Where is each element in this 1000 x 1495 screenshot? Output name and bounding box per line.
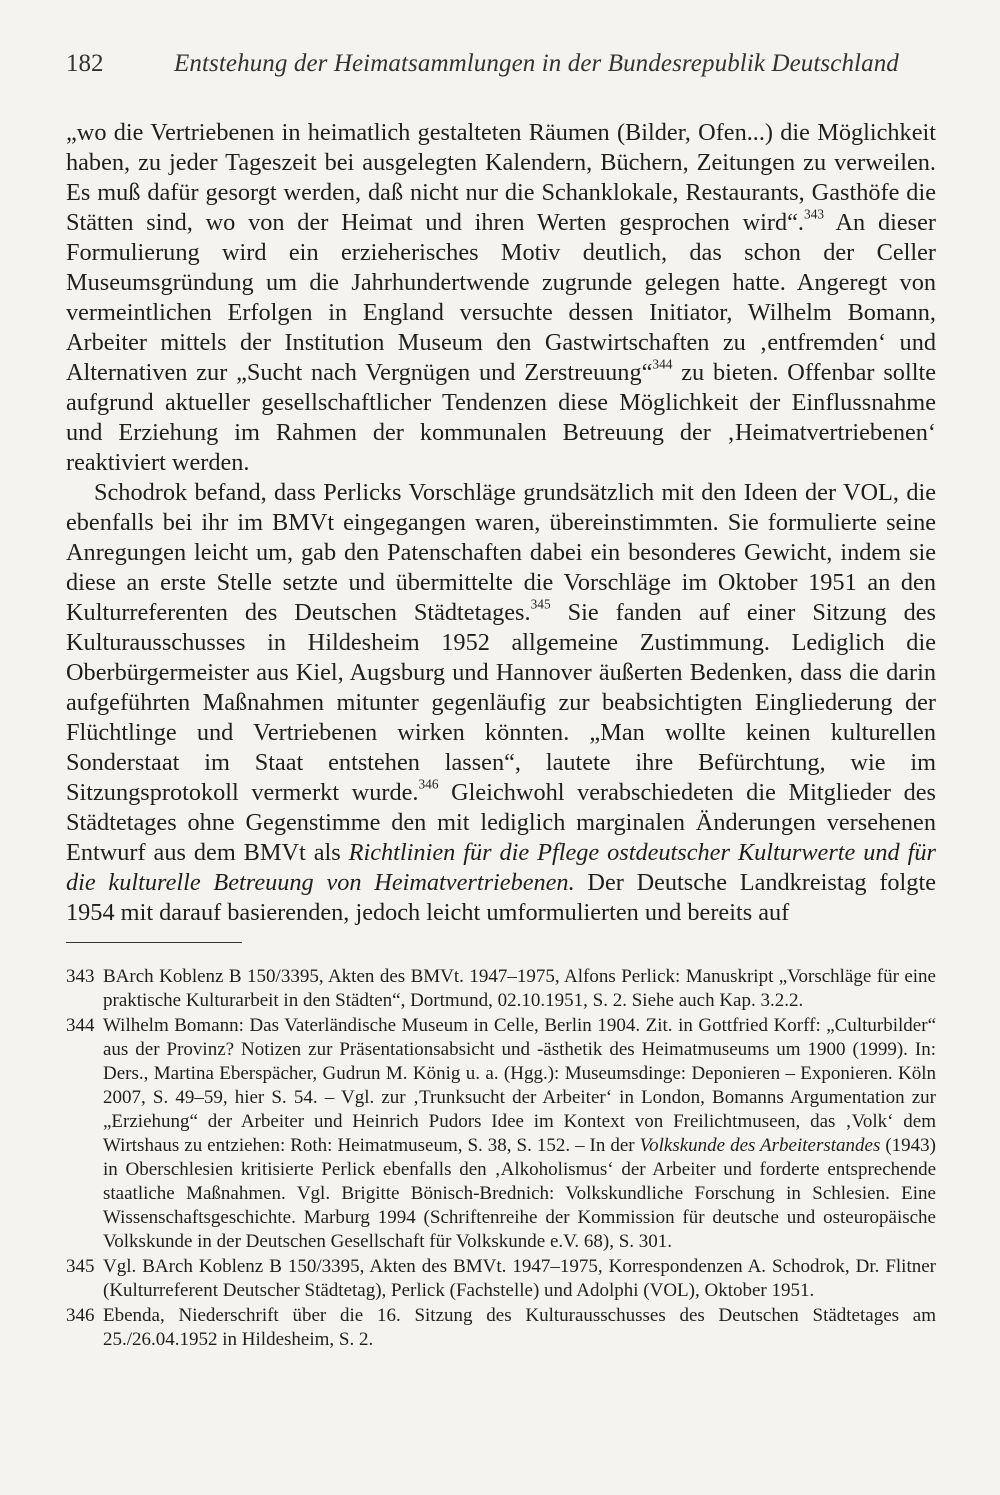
footnote-346 <box>66 1304 936 1352</box>
paragraph-1-text-c: zu bieten. Offenbar sollte aufgrund aktueller gesellschaftlicher Tendenzen diese Möglichkeit der Einflussnahme und Erziehung im Rahmen der kommunalen Betreuung der ‚Heimatvertriebenen‘ reaktiviert werden. <box>66 359 936 476</box>
paragraph-2-text-c: Gleichwohl verabschiedeten die Mitglieder des Städtetages ohne Gegenstimme den mit lediglich marginalen Änderungen versehenen Entwurf aus dem BMVt als <box>66 779 937 866</box>
main-text <box>66 118 936 928</box>
page-number: 182 <box>66 50 104 77</box>
footnote-343 <box>66 965 936 1013</box>
footnote-345 <box>66 1255 936 1303</box>
footnote-text: Vgl. BArch Koblenz B 150/3395, Akten des BMVt. 1947–1975, Korrespondenzen A. Schodrok, Dr. Flitner (Kulturreferent Deutscher Städtetag), Perlick (Fachstelle) und Adolphi (VOL), Oktober 1951. <box>103 1256 936 1301</box>
running-title: Entstehung der Heimatsammlungen in der Bundesrepublik Deutschland <box>174 50 899 77</box>
footnote-number: 344 <box>66 1015 95 1036</box>
footnote-ref-343[interactable]: 343 <box>804 206 825 222</box>
running-header <box>66 46 916 82</box>
paragraph-2-text-a: Schodrok befand, dass Perlicks Vorschläge grundsätzlich mit den Ideen der VOL, die ebenfalls bei ihr im BMVt eingegangen waren, übereinstimmten. Sie formulierte seine Anregungen leicht um, gab den Patenschaften dabei ein besonderes Gewicht, indem sie diese an erste Stelle setzte und übermittelte die Vorschläge im Oktober 1951 an den Kulturreferenten des Deutschen Städtetages. <box>66 479 936 626</box>
paragraph-2-text-b: Sie fanden auf einer Sitzung des Kulturausschusses in Hildesheim 1952 allgemeine Zustimmung. Lediglich die Oberbürgermeister aus Kiel, Augsburg und Hannover äußerten Bedenken, dass die darin aufgeführten Maßnahmen mitunter gegenläufig zur beabsichtigten Eingliederung der Flüchtlinge und Vertriebenen wirken könnten. „Man wollte keinen kulturellen Sonderstaat im Staat entstehen lassen“, lautete ihre Befürchtung, wie im Sitzungsprotokoll vermerkt wurde. <box>66 599 937 806</box>
footnote-divider <box>66 942 242 943</box>
footnote-text: BArch Koblenz B 150/3395, Akten des BMVt. 1947–1975, Alfons Perlick: Manuskript „Vorschläge für eine praktische Kulturarbeit in den Städten“, Dortmund, 02.10.1951, S. 2. Siehe auch Kap. 3.2.2. <box>103 966 936 1011</box>
footnotes <box>66 965 936 1353</box>
footnote-ref-345[interactable]: 345 <box>530 596 551 612</box>
guideline-title: Richtlinien für die Pflege ostdeutscher Kulturwerte und für die kulturelle Betreuung von Heimatvertriebenen. <box>66 839 936 896</box>
footnote-text-b: (1943) in Oberschlesien kritisierte Perlick ebenfalls den ‚Alkoholismus‘ der Arbeiter und forderte entsprechende staatliche Maßnahmen. Vgl. Brigitte Bönisch-Brednich: Volkskundliche Forschung in Schlesien. Eine Wissenschaftsgeschichte. Marburg 1994 (Schriftenreihe der Kommission für deutsche und osteuropäische Volkskunde in der Deutschen Gesellschaft für Volkskunde e.V. 68), S. 301. <box>103 1135 936 1252</box>
footnote-text-a: Wilhelm Bomann: Das Vaterländische Museum in Celle, Berlin 1904. Zit. in Gottfried Korff: „Culturbilder“ aus der Provinz? Notizen zur Präsentationsabsicht und -ästhetik des Heimatmuseums um 1900 (1999). In: Ders., Martina Eberspächer, Gudrun M. König u. a. (Hgg.): Museumsdinge: Deponieren – Exponieren. Köln 2007, S. 49–59, hier S. 54. – Vgl. zur ‚Trunksucht der Arbeiter‘ in London, Bomanns Argumentation zur „Erziehung“ der Arbeiter und Heinrich Pudors Idee im Kontext von Freilichtmuseen, das ‚Volk‘ dem Wirtshaus zu entziehen: Roth: Heimatmuseum, S. 38, S. 152. – In der <box>103 1015 936 1156</box>
footnote-ref-344[interactable]: 344 <box>652 356 673 372</box>
footnote-italic-title: Volkskunde des Arbeiterstandes <box>639 1135 881 1156</box>
paragraph-1-text-a: „wo die Vertriebenen in heimatlich gestalteten Räumen (Bilder, Ofen...) die Möglichkeit haben, zu jeder Tageszeit bei ausgelegten Kalendern, Büchern, Zeitungen zu verweilen. Es muß dafür gesorgt werden, daß nicht nur die Schanklokale, Restaurants, Gasthöfe die Stätten sind, wo von der Heimat und ihren Werten gesprochen wird“. <box>66 119 936 236</box>
footnote-number: 346 <box>66 1305 95 1326</box>
footnote-number: 343 <box>66 966 95 987</box>
paragraph-1 <box>66 118 936 478</box>
footnote-text: Ebenda, Niederschrift über die 16. Sitzung des Kulturausschusses des Deutschen Städtetages am 25./26.04.1952 in Hildesheim, S. 2. <box>103 1305 936 1350</box>
footnote-number: 345 <box>66 1256 95 1277</box>
paragraph-2-text-d: Der Deutsche Landkreistag folgte 1954 mit darauf basierenden, jedoch leicht umformulierten und bereits auf <box>66 869 936 926</box>
paragraph-1-text-b: An dieser Formulierung wird ein erzieherisches Motiv deutlich, das schon der Celler Museumsgründung um die Jahrhundertwende zugrunde gelegen hatte. Angeregt von vermeintlichen Erfolgen in England versuchte dessen Initiator, Wilhelm Bomann, Arbeiter mittels der Institution Museum den Gastwirtschaften zu ‚entfremden‘ und Alternativen zur „Sucht nach Vergnügen und Zerstreuung“ <box>66 209 936 386</box>
footnote-344 <box>66 1014 936 1254</box>
footnote-ref-346[interactable]: 346 <box>418 776 439 792</box>
paragraph-2 <box>66 478 936 928</box>
